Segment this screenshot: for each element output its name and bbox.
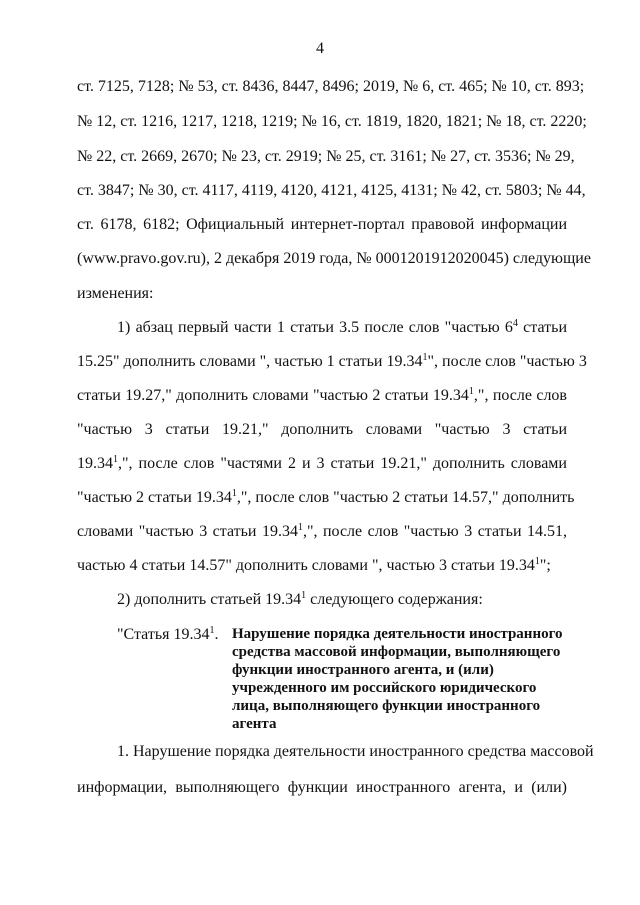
intro-line-2: № 12, ст. 1216, 1217, 1218, 1219; № 16, ст. 1819, 1820, 1821; № 18, ст. 2220; (77, 113, 587, 130)
intro-line-5: ст. 6178, 6182; Официальный интернет-портал правовой информации (77, 216, 567, 233)
article-title-line-6: агента (232, 716, 277, 732)
article-title-line-1: Нарушение порядка деятельности иностранного (232, 626, 563, 642)
article-title (232, 625, 572, 733)
item1-line-2: 15.25" дополнить словами ", частью 1 статьи 19.34$^1$", после слов "частью 3 (77, 352, 587, 370)
intro-line-6: (www.pravo.gov.ru), 2 декабря 2019 года, № 0001201912020045) следующие (77, 250, 591, 267)
article-title-line-2: средства массовой информации, выполняющего (232, 644, 561, 660)
article-title-line-4: учрежденного им российского юридического (232, 680, 537, 696)
item1-line-3: статьи 19.27," дополнить словами "частью 2 статьи 19.34$^1$,", после слов (77, 386, 567, 404)
article-label: "Статья 19.34$^1$. (117, 625, 219, 643)
item1-line-5: 19.34$^1$,", после слов "частями 2 и 3 статьи 19.21," дополнить словами (77, 454, 567, 472)
item1-line-7: словами "частью 3 статьи 19.34$^1$,", после слов "частью 3 статьи 14.51, (77, 522, 568, 540)
intro-line-4: ст. 3847; № 30, ст. 4117, 4119, 4120, 4121, 4125, 4131; № 42, ст. 5803; № 44, (77, 182, 586, 199)
item2-line: 2) дополнить статьей 19.34$^1$ следующего содержания: (117, 590, 483, 608)
intro-line-7: изменения: (77, 285, 154, 302)
article-title-line-3: функции иностранного агента, и (или) (232, 662, 494, 678)
item1-line-6: "частью 2 статьи 19.34$^1$,", после слов "частью 2 статьи 14.57," дополнить (77, 488, 575, 506)
intro-line-1: ст. 7125, 7128; № 53, ст. 8436, 8447, 8496; 2019, № 6, ст. 465; № 10, ст. 893; (77, 78, 585, 95)
part1-line-1: 1. Нарушение порядка деятельности иностранного средства массовой (117, 743, 594, 760)
intro-line-3: № 22, ст. 2669, 2670; № 23, ст. 2919; № 25, ст. 3161; № 27, ст. 3536; № 29, (77, 148, 575, 165)
item1-line-8: частью 4 статьи 14.57" дополнить словами ", частью 3 статьи 19.34$^1$"; (77, 556, 551, 574)
item1-line-1: 1) абзац первый части 1 статьи 3.5 после слов "частью $6^4$ статьи (117, 318, 568, 336)
part1-line-2: информации, выполняющего функции иностранного агента, и (или) (77, 779, 567, 796)
item1-line-4: "частью 3 статьи 19.21," дополнить словами "частью 3 статьи (77, 421, 567, 438)
article-title-line-5: лица, выполняющего функции иностранного (232, 698, 541, 714)
page-number: 4 (316, 40, 324, 57)
